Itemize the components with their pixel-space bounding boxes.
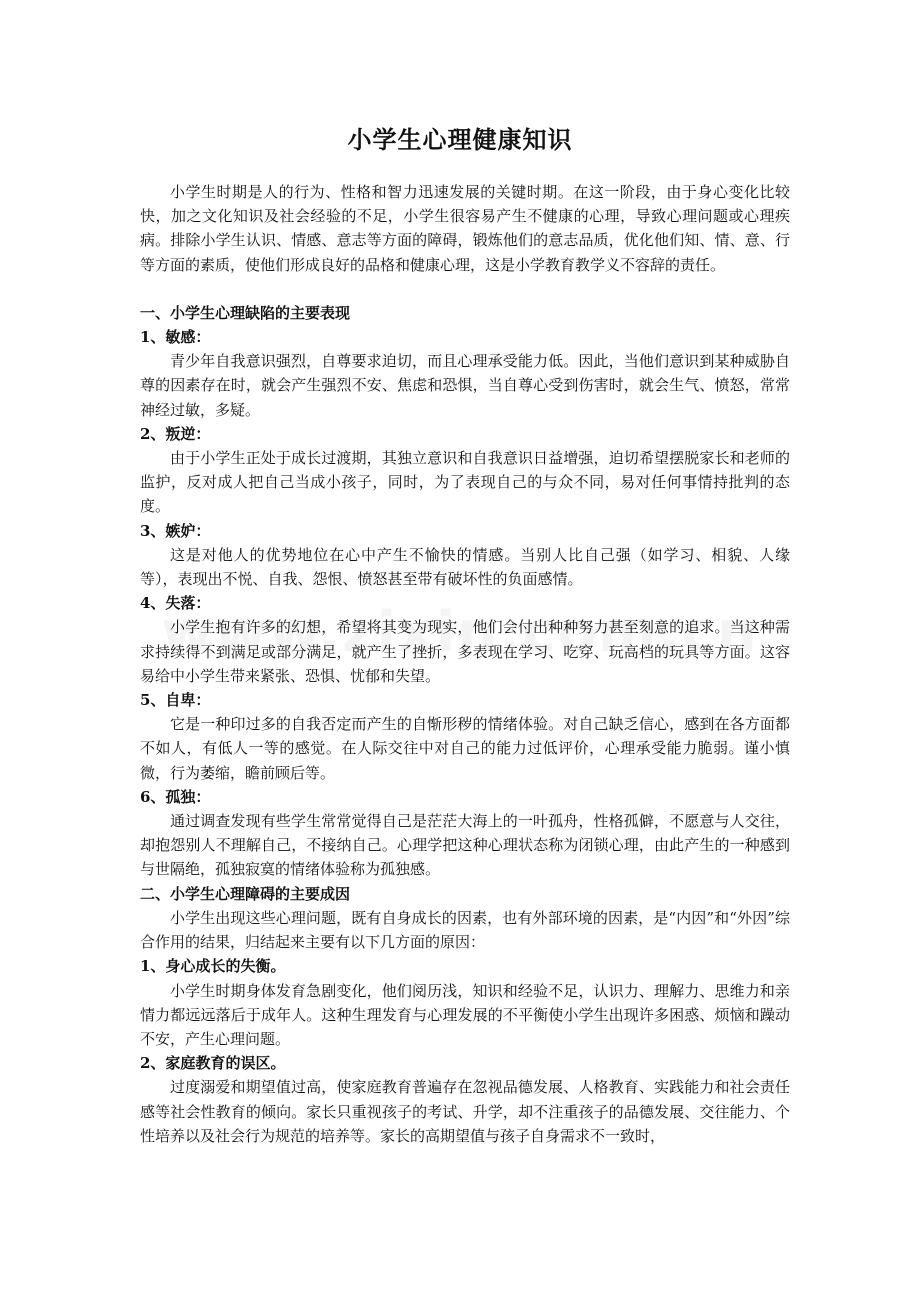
paragraph-spacer [140, 277, 790, 301]
item-paragraph: 这是对他人的优势地位在心中产生不愉快的情感。当别人比自己强（如学习、相貌、人缘等），表现出不悦、自我、怨恨、愤怒甚至带有破坏性的负面感情。 [140, 545, 790, 589]
section-2-heading: 二、小学生心理障碍的主要成因 [140, 884, 351, 903]
item-paragraph: 小学生时期身体发育急剧变化，他们阅历浅，知识和经验不足，认识力、理解力、思维力和亲情力都远远落后于成年人。这种生理发育与心理发展的不平衡使小学生出现许多困惑、烦恼和躁动不安，产生心理问题。 [140, 981, 790, 1048]
item-paragraph: 过度溺爱和期望值过高，使家庭教育普遍存在忽视品德发展、人格教育、实践能力和社会责任感等社会性教育的倾向。家长只重视孩子的考试、升学，却不注重孩子的品德发展、交往能力、个性培养以及社会行为规范的培养等。家长的高期望值与孩子自身需求不一致时， [140, 1078, 790, 1145]
page-title: 小学生心理健康知识 [347, 125, 573, 154]
document-body [140, 180, 790, 1148]
item-heading: 2、家庭教育的误区。 [140, 1054, 286, 1073]
item-paragraph: 小学生抱有许多的幻想，希望将其变为现实，他们会付出种种努力甚至刻意的追求。当这种需求持续得不到满足或部分满足，就产生了挫折，多表现在学习、吃穿、玩高档的玩具等方面。这容易给中小学生带来紧张、恐惧、忧郁和失望。 [140, 618, 790, 685]
item-paragraph: 通过调查发现有些学生常常觉得自己是茫茫大海上的一叶孤舟，性格孤僻，不愿意与人交往，却抱怨别人不理解自己，不接纳自己。心理学把这种心理状态称为闭锁心理，由此产生的一种感到与世隔绝，孤独寂寞的情绪体验称为孤独感。 [140, 812, 790, 879]
item-paragraph: 青少年自我意识强烈，自尊要求迫切，而且心理承受能力低。因此，当他们意识到某种威胁自尊的因素存在时，就会产生强烈不安、焦虑和恐惧，当自尊心受到伤害时，就会生气、愤怒，常常神经过敏，多疑。 [140, 352, 790, 419]
item-heading: 1、身心成长的失衡。 [140, 957, 286, 976]
item-heading: 6、孤独： [140, 787, 211, 806]
item-heading: 3、嫉妒： [140, 521, 211, 540]
item-paragraph: 它是一种印过多的自我否定而产生的自惭形秽的情绪体验。对自己缺乏信心，感到在各方面都不如人，有低人一等的感觉。在人际交往中对自己的能力过低评价，心理承受能力脆弱。谨小慎微，行为萎缩，瞻前顾后等。 [140, 715, 790, 782]
item-heading: 5、自卑： [140, 691, 211, 710]
section-1-heading: 一、小学生心理缺陷的主要表现 [140, 303, 351, 322]
item-heading: 1、敏感： [140, 328, 211, 347]
section-2-intro: 小学生出现这些心理问题，既有自身成长的因素，也有外部环境的因素，是“内因”和“外因”综合作用的结果，归结起来主要有以下几方面的原因： [140, 908, 790, 952]
item-heading: 2、叛逆： [140, 424, 211, 443]
intro-paragraph: 小学生时期是人的行为、性格和智力迅速发展的关键时期。在这一阶段，由于身心变化比较快，加之文化知识及社会经验的不足，小学生很容易产生不健康的心理，导致心理问题或心理疾病。排除小学生认识、情感、意志等方面的障碍，锻炼他们的意志品质，优化他们知、情、意、行等方面的素质，使他们形成良好的品格和健康心理，这是小学教育教学义不容辞的责任。 [140, 183, 790, 274]
item-paragraph: 由于小学生正处于成长过渡期，其独立意识和自我意识日益增强，迫切希望摆脱家长和老师的监护，反对成人把自己当成小孩子，同时，为了表现自己的与众不同，易对任何事情持批判的态度。 [140, 449, 790, 516]
item-heading: 4、失落： [140, 594, 211, 613]
